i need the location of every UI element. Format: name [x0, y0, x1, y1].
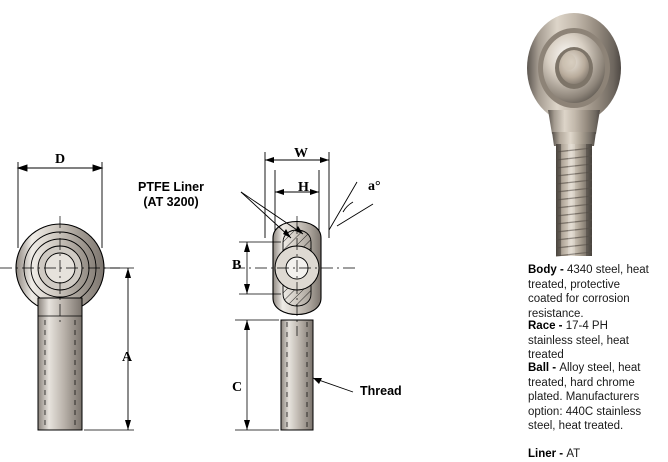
callout-ptfe-liner [138, 180, 204, 210]
spec-body-term: Body - [528, 264, 567, 276]
spec-body-desc: 4340 steel, heat treated, protective coated for corrosion resistance. [528, 264, 649, 320]
spec-liner-term: Liner - [528, 448, 567, 460]
spec-body-text [528, 263, 650, 321]
rod-end-photo [512, 6, 642, 262]
spec-race-term: Race - [528, 320, 566, 332]
dimension-label-H: H [298, 180, 309, 195]
spec-body [528, 263, 650, 321]
spec-liner-desc: AT [566, 448, 581, 460]
rod-end-photo-image [512, 6, 642, 262]
spec-liner [528, 447, 650, 462]
callout-thread-line1: Thread [360, 384, 402, 398]
spec-liner-text [528, 447, 650, 462]
callout-thread [360, 384, 402, 399]
callout-ptfe-liner-line2: (AT 3200) [143, 195, 199, 209]
dimension-label-W: W [294, 146, 308, 161]
dimension-label-A: A [122, 350, 133, 365]
dimension-label-angle: a° [368, 179, 381, 194]
spec-ball-term: Ball - [528, 362, 560, 374]
dimension-label-D: D [55, 152, 66, 167]
spec-ball-text [528, 361, 650, 434]
spec-race-text [528, 319, 650, 363]
dimension-label-B: B [232, 258, 242, 273]
spec-ball [528, 361, 650, 434]
spec-ball-desc: Alloy steel, heat treated, hard chrome plated. Manufacturers option: 440C stainless steel, heat treated. [528, 362, 642, 432]
front-view-drawing [0, 130, 160, 460]
section-view-drawing [225, 130, 425, 460]
spec-race [528, 319, 650, 363]
dimension-label-C: C [232, 380, 243, 395]
spec-race-desc: 17-4 PH stainless steel, heat treated [528, 320, 630, 361]
callout-ptfe-liner-line1: PTFE Liner [138, 180, 204, 194]
